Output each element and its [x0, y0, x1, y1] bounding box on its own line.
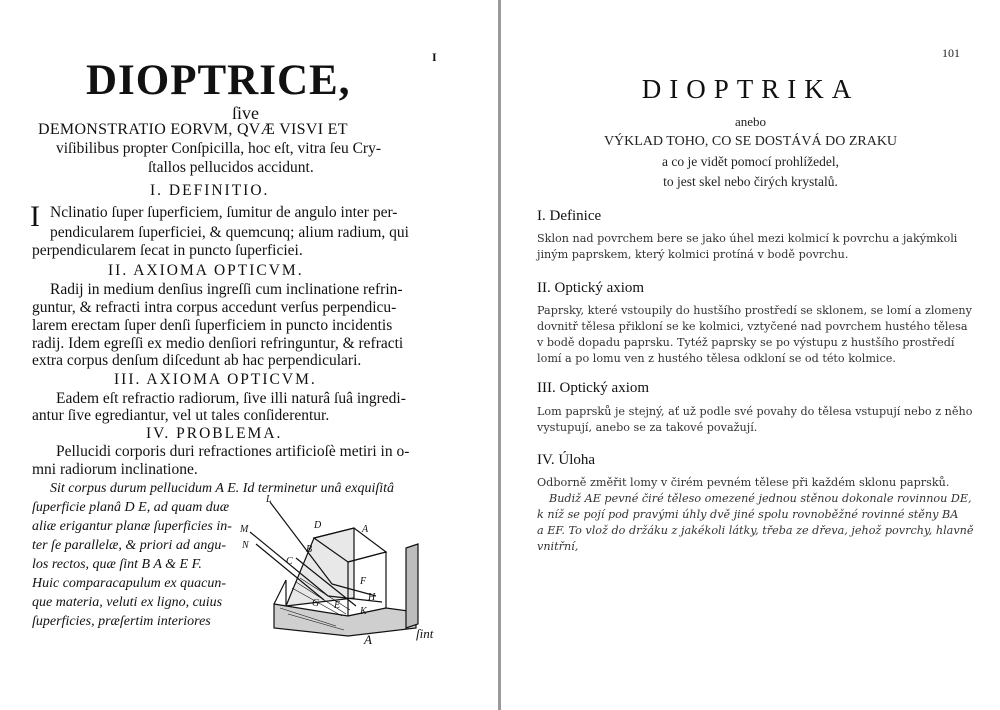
figure-label-l: L — [266, 494, 272, 505]
figure-label-e: E — [334, 600, 341, 611]
section-body-definice — [537, 231, 961, 263]
latin-dropcap: I — [30, 200, 40, 233]
subtitle-line: a co je vidět pomocí prohlížedel, — [662, 154, 839, 169]
body-line: Lom paprsků je stejný, ať už podle své povahy do tělesa vstupují nebo z něho — [537, 405, 973, 418]
subtitle-main: VÝKLAD TOHO, CO SE DOSTÁVÁ DO ZRAKU — [603, 134, 898, 149]
section-body-uloha — [537, 475, 974, 555]
section-body-axiom-3 — [537, 404, 973, 436]
body-line: vystupují, anebo se za takové považují. — [537, 421, 758, 434]
latin-axiom2-line: radij. Idem egreſſi ex medio denſiori refringuntur, & refracti — [32, 335, 404, 352]
figure-label-m: M — [240, 524, 249, 535]
latin-def-line: pendicularem ſuperficiei, & quemcunq; alium radium, qui — [50, 224, 409, 241]
latin-italic-line: los rectos, quæ ſint B A & E F. — [32, 557, 202, 572]
latin-problem-line: Pellucidi corporis duri refractiones artificioſè metiri in o- — [56, 443, 410, 460]
body-italic-line: Budiž AE pevné čiré těleso omezené jednou stěnou dokonale rovinnou DE, — [549, 492, 972, 505]
section-heading-axiom-3: III. Optický axiom — [537, 380, 650, 396]
latin-italic-line: que materia, veluti ex ligno, cuius — [32, 595, 223, 610]
page-title: DIOPTRIKA — [641, 74, 860, 104]
latin-italic-top-line: Sit corpus durum pellucidum A E. Id terminetur unâ exquiſitâ — [50, 481, 395, 496]
figure-label-k: K — [360, 606, 367, 617]
signature-mark: I — [432, 50, 437, 64]
section-body-axiom-2 — [537, 303, 972, 367]
latin-subtitle-line-1: DEMONSTRATIO EORVM, QVÆ VISVI ET — [38, 121, 348, 138]
figure-label-a-top: A — [362, 524, 369, 535]
latin-problem-line: mni radiorum inclinatione. — [32, 461, 198, 478]
section-heading-definice: I. Definice — [537, 208, 602, 224]
body-line: jiným paprskem, který kolmici protíná v bodě povrchu. — [537, 248, 849, 261]
figure-label-sint: ſint — [416, 626, 434, 641]
subtitle-line: to jest skel nebo čirých krystalů. — [663, 174, 838, 189]
latin-axiom2-line: guntur, & refracti intra corpus accedunt verſus perpendicu- — [32, 299, 397, 316]
latin-italic-line: ſuperficie planâ D E, ad quam duæ — [32, 500, 230, 515]
section-heading-uloha: IV. Úloha — [537, 452, 596, 468]
body-line: lomí a po lomu ven z hustého tělesa odkloní se od této kolmice. — [537, 352, 896, 365]
figure-label-f: F — [360, 576, 367, 587]
figure-label-c: C — [286, 556, 293, 567]
left-page-facsimile — [0, 0, 498, 710]
latin-definition-heading: I. DEFINITIO. — [150, 182, 270, 199]
figure-label-h: H — [368, 592, 376, 603]
page-number: 101 — [942, 46, 960, 60]
latin-subtitle-line-2: viſibilibus propter Conſpicilla, hoc eſt, vitra ſeu Cry- — [56, 140, 382, 157]
latin-axiom3-line: Eadem eſt refractio radiorum, ſive illi naturâ ſuâ ingredi- — [56, 390, 406, 407]
figure-label-d: D — [314, 520, 322, 531]
section-heading-axiom-2: II. Optický axiom — [537, 280, 645, 296]
body-italic-line: a EF. To vlož do držáku z jakékoli látky, třeba ze dřeva, jehož povrchy, hlavně — [537, 524, 974, 537]
latin-italic-line: ter ſe parallelæ, & priori ad angu- — [32, 538, 227, 553]
body-line: dovnitř tělesa přikloní se ke kolmici, vztyčené nad povrchem hustého tělesa — [537, 320, 968, 333]
right-page-translation — [501, 0, 1000, 710]
latin-italic-line: aliæ erigantur planæ ſuperficies in- — [32, 519, 232, 534]
refraction-apparatus-figure — [236, 488, 448, 648]
title-anebo: anebo — [734, 114, 767, 129]
latin-def-line: perpendicularem ſecat in puncto ſuperficiei. — [32, 242, 303, 259]
figure-label-n: N — [242, 540, 249, 551]
latin-italic-line: Huic comparacapulum ex quacun- — [32, 576, 227, 591]
latin-axiom2-line: larem erectam ſuper denſi ſuperficiem in puncto incidentis — [32, 317, 393, 334]
latin-axiom2-heading: II. AXIOMA OPTICVM. — [108, 262, 304, 279]
latin-italic-line: ſuperficies, præſertim interiores — [32, 614, 211, 629]
body-italic-line: vnitřní, — [537, 540, 579, 553]
body-line: Sklon nad povrchem bere se jako úhel mezi kolmicí k povrchu a jakýmkoli — [537, 232, 958, 245]
latin-def-line: Nclinatio ſuper ſuperficiem, ſumitur de angulo inter per- — [50, 204, 398, 221]
latin-subtitle-line-3: ſtallos pellucidos accidunt. — [148, 159, 314, 176]
latin-sive: ſive — [232, 103, 259, 123]
figure-label-a-bottom: A — [364, 632, 372, 647]
body-italic-line: k níž se pojí pod pravými úhly dvě jiné spolu rovnoběžné rovinné stěny BA — [537, 508, 959, 521]
latin-axiom2-line: Radij in medium denſius ingreſſi cum inclinatione refrin- — [50, 281, 403, 298]
figure-label-b: B — [306, 544, 313, 555]
latin-title: DIOPTRICE, — [86, 57, 351, 104]
latin-axiom3-line: antur ſive egrediantur, vel ut tales conſiderentur. — [32, 407, 330, 424]
body-line: Paprsky, které vstoupily do hustšího prostředí se sklonem, se lomí a zlomeny — [537, 304, 972, 317]
figure-label-g: G — [312, 598, 320, 609]
latin-problem-heading: IV. PROBLEMA. — [146, 425, 283, 442]
latin-axiom2-line: extra corpus denſum diſcedunt ab hac perpendiculari. — [32, 352, 362, 369]
latin-axiom3-heading: III. AXIOMA OPTICVM. — [114, 371, 317, 388]
body-line: Odborně změřit lomy v čirém pevném tělese při každém sklonu paprsků. — [537, 476, 950, 489]
body-line: v bodě dopadu paprsku. Tytéž paprsky se po výstupu z hustšího prostředí — [537, 336, 955, 349]
